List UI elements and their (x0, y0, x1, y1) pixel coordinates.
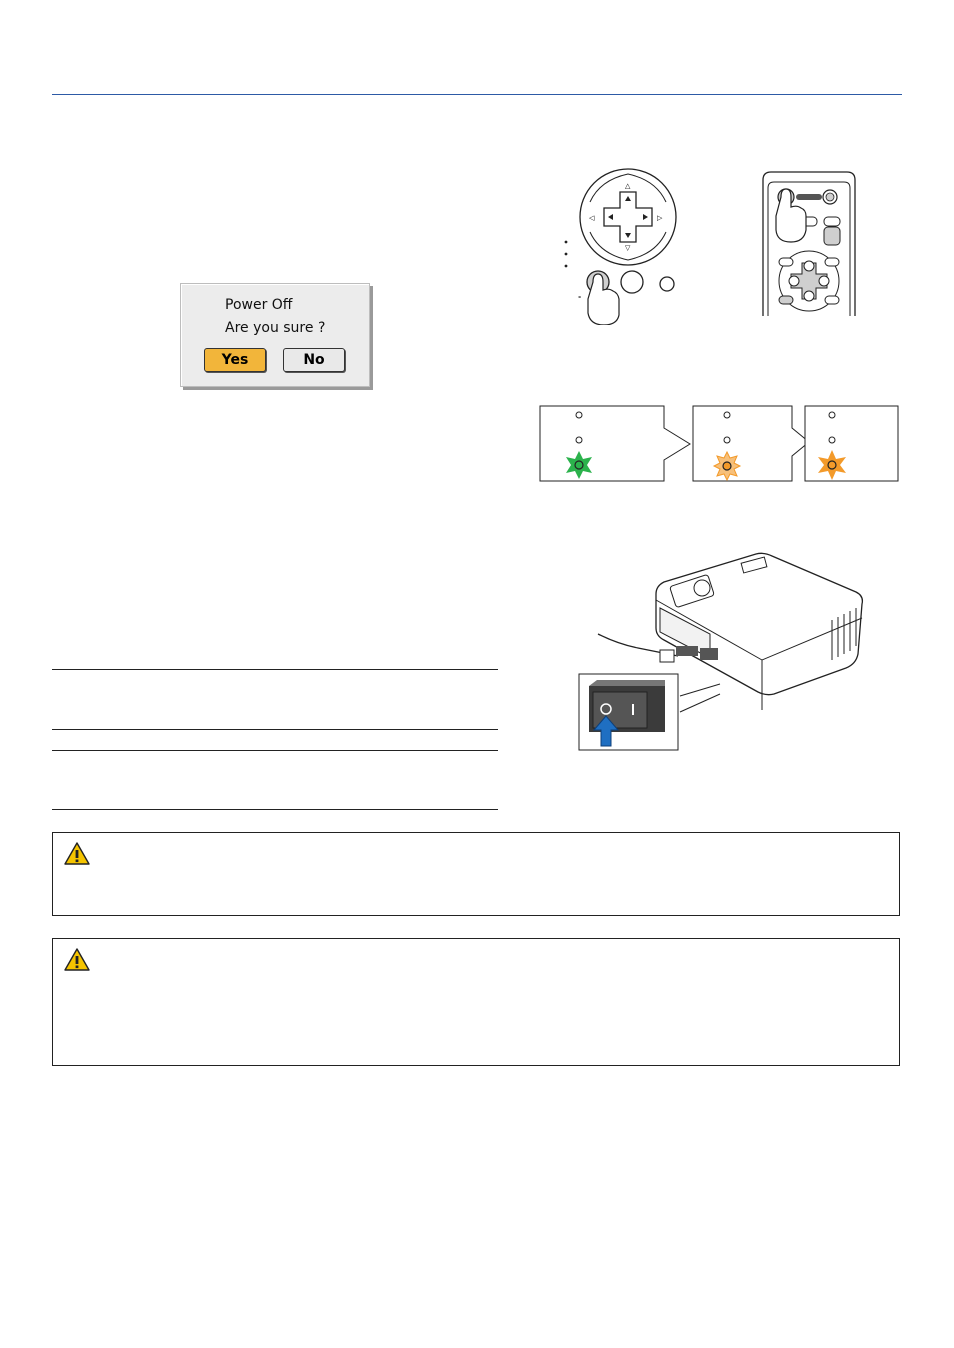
remote-control-illustration (758, 170, 858, 318)
note-rule-bottom (52, 729, 498, 730)
yes-button[interactable]: Yes (204, 348, 266, 372)
svg-text:◁: ◁ (589, 214, 595, 222)
pressing-finger (588, 274, 619, 325)
header-rule (52, 94, 902, 95)
svg-text:△: △ (625, 182, 631, 190)
svg-text:ᐤ: ᐤ (578, 294, 582, 303)
caution-box-2 (52, 938, 900, 1066)
svg-text:▷: ▷ (657, 214, 663, 222)
caution-icon (63, 947, 91, 973)
note-rule-top (52, 669, 498, 670)
caution-box-1 (52, 832, 900, 916)
dialog-title: Power Off (225, 297, 293, 313)
no-button[interactable]: No (283, 348, 345, 372)
power-off-dialog (180, 283, 370, 387)
dialog-question: Are you sure ? (225, 320, 326, 336)
control-panel-illustration (545, 165, 695, 325)
indicator-sequence (538, 404, 902, 484)
note2-rule-top (52, 750, 498, 751)
note2-rule-bottom (52, 809, 498, 810)
switch-on-icon (632, 704, 634, 715)
caution-icon (63, 841, 91, 867)
svg-text:▽: ▽ (625, 244, 631, 252)
projector-illustration (576, 552, 866, 752)
